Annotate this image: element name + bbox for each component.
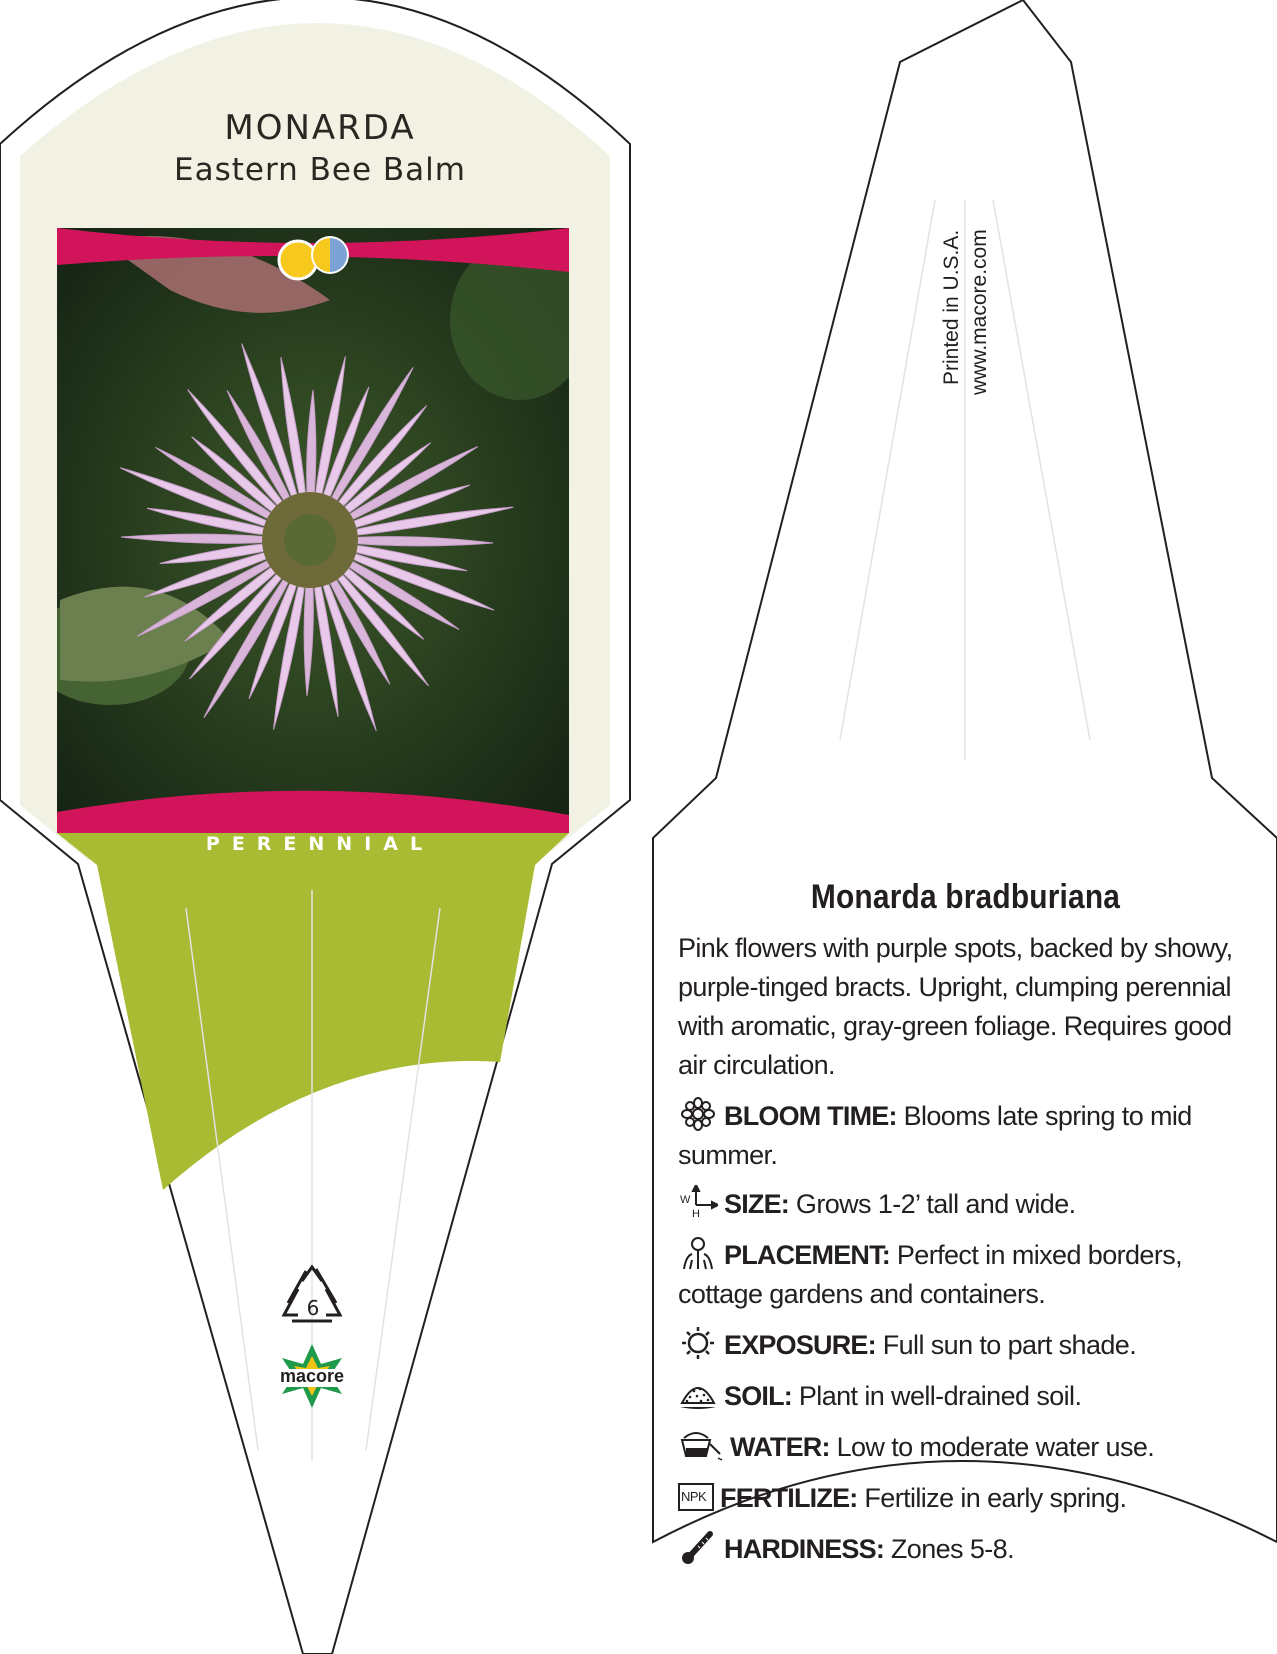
- flower-icon: [678, 1097, 718, 1131]
- attribute-value: Blooms late spring to mid summer.: [678, 1101, 1192, 1170]
- attribute-label: FERTILIZE:: [720, 1483, 858, 1513]
- soil-icon: [678, 1377, 718, 1411]
- plant-description: Pink flowers with purple spots, backed by showy, purple-tinged bracts. Upright, clumping perennial with aromatic, gray-green foliage. Requires good air circulation.: [678, 933, 1233, 1080]
- printer-info: [940, 200, 991, 400]
- attribute-value: Zones 5-8.: [884, 1534, 1014, 1564]
- attribute-value: Plant in well-drained soil.: [792, 1381, 1082, 1411]
- attribute-value: Low to moderate water use.: [829, 1432, 1155, 1462]
- attribute-label: BLOOM TIME:: [724, 1101, 897, 1131]
- attribute-soil: [678, 1377, 1253, 1416]
- plant-genus: MONARDA: [224, 108, 416, 148]
- attribute-water: [678, 1428, 1253, 1467]
- attribute-label: HARDINESS:: [724, 1534, 885, 1564]
- attribute-value: Perfect in mixed borders, cottage gardens and containers.: [678, 1240, 1183, 1309]
- attribute-fertilize: [678, 1479, 1253, 1518]
- printed-in-text: Printed in U.S.A.: [940, 229, 963, 385]
- plant-common-name: Eastern Bee Balm: [173, 152, 466, 188]
- attribute-value: Full sun to part shade.: [875, 1330, 1137, 1360]
- macore-logo-text: macore: [279, 1366, 345, 1386]
- sun-icon: [678, 1326, 718, 1360]
- thermometer-icon: [678, 1530, 718, 1564]
- attribute-label: EXPOSURE:: [724, 1330, 876, 1360]
- flower-photo: [30, 228, 590, 833]
- website-text: www.macore.com: [968, 229, 991, 395]
- part-shade-icon: [311, 236, 349, 274]
- back-content: [678, 878, 1253, 1569]
- attribute-value: Fertilize in early spring.: [857, 1483, 1127, 1513]
- attribute-placement: [678, 1236, 1253, 1314]
- plant-category: PERENNIAL: [205, 833, 435, 855]
- recycle-code: 6: [306, 1296, 320, 1320]
- attribute-label: SOIL:: [724, 1381, 792, 1411]
- placement-icon: [678, 1236, 718, 1270]
- attribute-value: Grows 1-2’ tall and wide.: [789, 1189, 1076, 1219]
- npk-icon-text: NPK: [681, 1489, 707, 1504]
- attribute-hardiness: [678, 1530, 1253, 1569]
- npk-icon: [678, 1483, 714, 1511]
- size-icon-w: W: [680, 1194, 690, 1206]
- size-icon-h: H: [692, 1208, 700, 1220]
- attribute-label: SIZE:: [724, 1189, 790, 1219]
- size-icon: [678, 1185, 718, 1219]
- attribute-exposure: [678, 1326, 1253, 1365]
- botanical-name: Monarda bradburiana: [810, 878, 1121, 916]
- attribute-label: WATER:: [730, 1432, 830, 1462]
- attribute-label: PLACEMENT:: [724, 1240, 890, 1270]
- attribute-bloom-time: [678, 1097, 1253, 1175]
- attribute-size: [678, 1185, 1253, 1224]
- full-sun-icon: [279, 241, 317, 279]
- watering-can-icon: [678, 1428, 724, 1462]
